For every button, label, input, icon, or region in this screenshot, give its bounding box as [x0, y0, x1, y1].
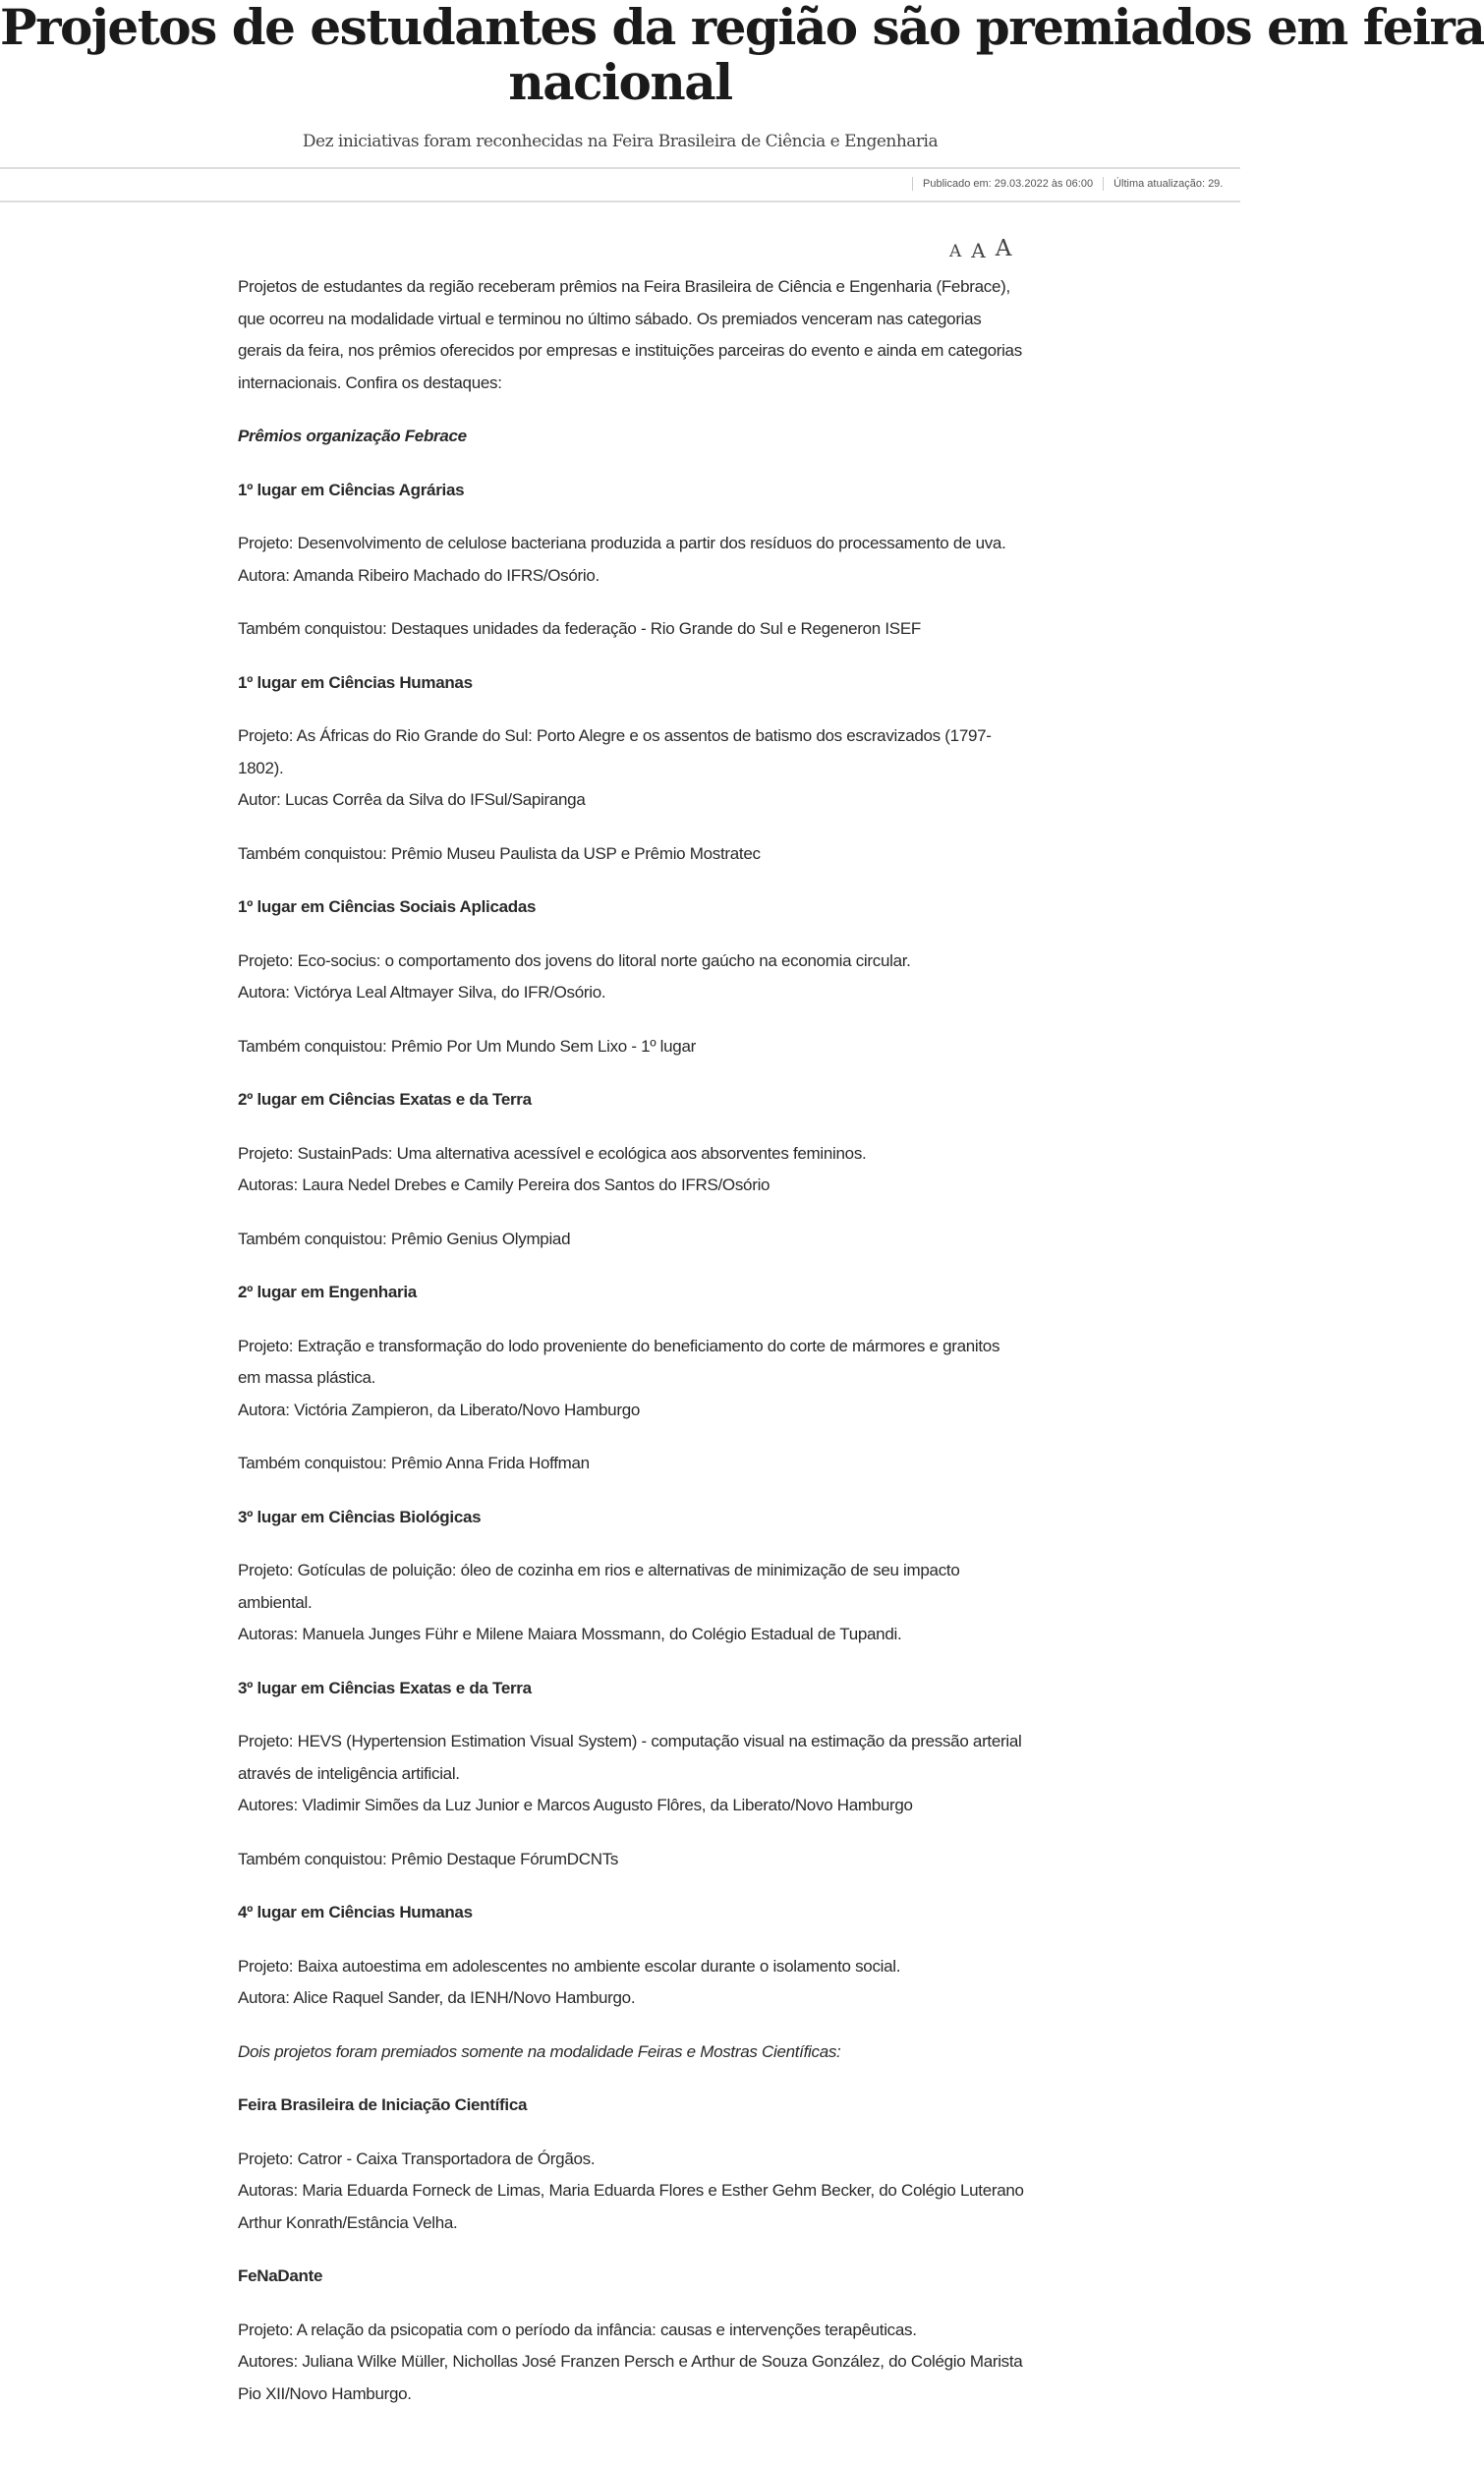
updated-date: Última atualização: 29. [1103, 177, 1232, 191]
fair-awards-list [238, 2090, 1024, 2410]
award-details [238, 1331, 1024, 1427]
published-date: Publicado em: 29.03.2022 às 06:00 [912, 177, 1103, 191]
award-authors: Autor: Lucas Corrêa da Silva do IFSul/Sapiranga [238, 790, 586, 809]
award-project: Projeto: Baixa autoestima em adolescentes no ambiente escolar durante o isolamento social. [238, 1956, 901, 1976]
award-project: Projeto: Eco-socius: o comportamento dos jovens do litoral norte gaúcho na economia circular. [238, 950, 911, 970]
award-authors: Autoras: Manuela Junges Führ e Milene Maiara Mossmann, do Colégio Estadual de Tupandi. [238, 1625, 902, 1643]
award-project: Projeto: SustainPads: Uma alternativa acessível e ecológica aos absorventes femininos. [238, 1143, 867, 1163]
award-also-won: Também conquistou: Destaques unidades da federação - Rio Grande do Sul e Regeneron ISEF [238, 619, 921, 638]
font-size-large-button[interactable]: A [995, 236, 1012, 261]
fair-award-authors: Autores: Juliana Wilke Müller, Nichollas José Franzen Persch e Arthur de Souza González, do Colégio Marista Pio XII/Novo Hamburgo. [238, 2352, 1023, 2403]
award-project: Projeto: Desenvolvimento de celulose bacteriana produzida a partir dos resíduos do processamento de uva. [238, 534, 1006, 552]
award-title: 1º lugar em Ciências Sociais Aplicadas [238, 897, 537, 916]
award-authors: Autora: Victórya Leal Altmayer Silva, do IFR/Osório. [238, 983, 606, 1002]
meta-items [912, 177, 1232, 191]
fair-award-title: FeNaDante [238, 2266, 323, 2285]
intro-paragraph: Projetos de estudantes da região receberam prêmios na Feira Brasileira de Ciência e Engenharia (Febrace), que ocorreu na modalidade virtual e terminou no último sábado. Os premiados venceram nas categorias gerais da feira, nos prêmios oferecidos por empresas e instituições parceiras do evento e ainda em categorias internacionais. Confira os destaques: [238, 277, 1022, 392]
award-details [238, 1555, 1024, 1651]
award-title: 3º lugar em Ciências Exatas e da Terra [238, 1678, 532, 1697]
headline-line-2: nacional [508, 53, 732, 111]
award-details [238, 946, 1024, 1009]
font-size-medium-button[interactable]: A [971, 239, 986, 262]
headline-line-1: Projetos de estudantes da região são premiados em feira [0, 0, 1484, 56]
award-details [238, 1951, 1024, 2015]
fair-award-project: Projeto: A relação da psicopatia com o período da infância: causas e intervenções terapêuticas. [238, 2320, 917, 2339]
award-title: 1º lugar em Ciências Humanas [238, 672, 473, 692]
award-also-won: Também conquistou: Prêmio Museu Paulista da USP e Prêmio Mostratec [238, 843, 761, 863]
awards-list [238, 475, 1024, 2015]
award-details [238, 1726, 1024, 1822]
fair-award-details [238, 2315, 1024, 2411]
award-project: Projeto: Extração e transformação do lodo proveniente do beneficiamento do corte de mármores e granitos em massa plástica. [238, 1336, 1000, 1387]
award-also-won: Também conquistou: Prêmio Genius Olympiad [238, 1229, 571, 1248]
award-title: 2º lugar em Ciências Exatas e da Terra [238, 1090, 532, 1109]
award-details [238, 720, 1024, 817]
award-title: 1º lugar em Ciências Agrárias [238, 480, 465, 499]
award-details [238, 1138, 1024, 1202]
fair-note: Dois projetos foram premiados somente na modalidade Feiras e Mostras Científicas: [238, 2041, 841, 2061]
font-size-controls [949, 238, 1011, 260]
award-also-won: Também conquistou: Prêmio Anna Frida Hoffman [238, 1454, 590, 1472]
section-title: Prêmios organização Febrace [238, 427, 467, 445]
award-also-won: Também conquistou: Prêmio Destaque FórumDCNTs [238, 1849, 619, 1868]
award-authors: Autora: Alice Raquel Sander, da IENH/Novo Hamburgo. [238, 1988, 636, 2007]
award-title: 4º lugar em Ciências Humanas [238, 1903, 473, 1921]
award-details [238, 528, 1024, 592]
award-title: 3º lugar em Ciências Biológicas [238, 1507, 482, 1526]
article-meta-bar [0, 167, 1240, 202]
headline [0, 0, 1484, 111]
font-size-small-button[interactable]: A [949, 242, 962, 261]
fair-award-authors: Autoras: Maria Eduarda Forneck de Limas, Maria Eduarda Flores e Esther Gehm Becker, do Colégio Luterano Arthur Konrath/Estância Velha. [238, 2181, 1024, 2232]
award-project: Projeto: Gotículas de poluição: óleo de cozinha em rios e alternativas de minimização de seu impacto ambiental. [238, 1561, 960, 1612]
fair-award-details [238, 2144, 1024, 2240]
article-body [238, 271, 1024, 2410]
fair-award-title: Feira Brasileira de Iniciação Científica [238, 2095, 528, 2114]
award-title: 2º lugar em Engenharia [238, 1283, 417, 1301]
subtitle: Dez iniciativas foram reconhecidas na Feira Brasileira de Ciência e Engenharia [302, 132, 939, 151]
fair-award-project: Projeto: Catror - Caixa Transportadora de Órgãos. [238, 2149, 596, 2168]
award-authors: Autora: Amanda Ribeiro Machado do IFRS/Osório. [238, 565, 599, 585]
award-authors: Autores: Vladimir Simões da Luz Junior e Marcos Augusto Flôres, da Liberato/Novo Hamburgo [238, 1796, 913, 1814]
award-project: Projeto: As Áfricas do Rio Grande do Sul: Porto Alegre e os assentos de batismo dos escravizados (1797-1802). [238, 726, 992, 777]
award-also-won: Também conquistou: Prêmio Por Um Mundo Sem Lixo - 1º lugar [238, 1036, 696, 1056]
award-authors: Autora: Victória Zampieron, da Liberato/Novo Hamburgo [238, 1400, 641, 1419]
award-authors: Autoras: Laura Nedel Drebes e Camily Pereira dos Santos do IFRS/Osório [238, 1175, 771, 1194]
award-project: Projeto: HEVS (Hypertension Estimation Visual System) - computação visual na estimação da pressão arterial através de inteligência artificial. [238, 1732, 1022, 1783]
font-tools [0, 202, 1240, 271]
